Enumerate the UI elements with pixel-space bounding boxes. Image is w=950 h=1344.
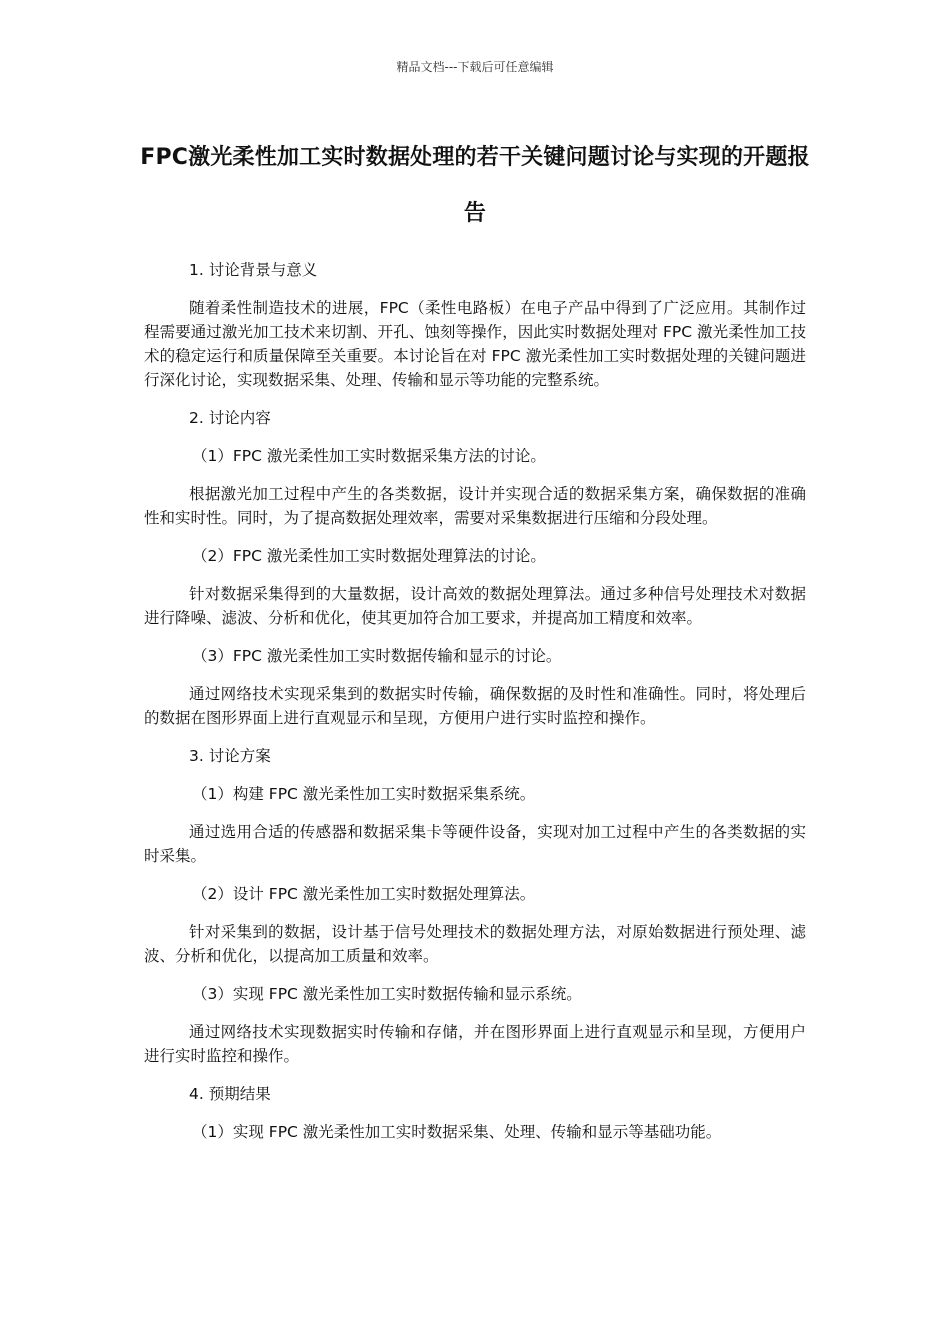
subheading-acquisition: （1）FPC 激光柔性加工实时数据采集方法的讨论。 <box>192 447 546 465</box>
paragraph-plan-transmission: 通过网络技术实现数据实时传输和存储，并在图形界面上进行直观显示和呈现，方便用户进行实时监控和操作。 <box>144 1023 806 1065</box>
section-heading-results: 4. 预期结果 <box>189 1085 271 1103</box>
page-header: 精品文档---下载后可任意编辑 <box>396 60 554 74</box>
paragraph-plan-acquisition: 通过选用合适的传感器和数据采集卡等硬件设备，实现对加工过程中产生的各类数据的实时采集。 <box>144 823 806 865</box>
section-heading-plan: 3. 讨论方案 <box>189 747 271 765</box>
paragraph-acquisition: 根据激光加工过程中产生的各类数据，设计并实现合适的数据采集方案，确保数据的准确性和实时性。同时，为了提高数据处理效率，需要对采集数据进行压缩和分段处理。 <box>144 485 806 527</box>
subheading-plan-acquisition: （1）构建 FPC 激光柔性加工实时数据采集系统。 <box>192 785 536 803</box>
document-body <box>144 258 806 1158</box>
subheading-plan-transmission: （3）实现 FPC 激光柔性加工实时数据传输和显示系统。 <box>192 985 582 1003</box>
subheading-plan-processing: （2）设计 FPC 激光柔性加工实时数据处理算法。 <box>192 885 536 903</box>
subheading-transmission: （3）FPC 激光柔性加工实时数据传输和显示的讨论。 <box>192 647 562 665</box>
section-heading-content: 2. 讨论内容 <box>189 409 271 427</box>
subheading-results-1: （1）实现 FPC 激光柔性加工实时数据采集、处理、传输和显示等基础功能。 <box>192 1123 722 1141</box>
subheading-processing: （2）FPC 激光柔性加工实时数据处理算法的讨论。 <box>192 547 546 565</box>
section-heading-background: 1. 讨论背景与意义 <box>189 261 318 279</box>
paragraph-plan-processing: 针对采集到的数据，设计基于信号处理技术的数据处理方法，对原始数据进行预处理、滤波、分析和优化，以提高加工质量和效率。 <box>144 923 806 965</box>
paragraph-transmission: 通过网络技术实现采集到的数据实时传输，确保数据的及时性和准确性。同时，将处理后的数据在图形界面上进行直观显示和呈现，方便用户进行实时监控和操作。 <box>144 685 806 727</box>
paragraph-processing: 针对数据采集得到的大量数据，设计高效的数据处理算法。通过多种信号处理技术对数据进行降噪、滤波、分析和优化，使其更加符合加工要求，并提高加工精度和效率。 <box>144 585 806 627</box>
document-title: FPC激光柔性加工实时数据处理的若干关键问题讨论与实现的开题报告 <box>140 145 810 226</box>
paragraph-background: 随着柔性制造技术的进展，FPC（柔性电路板）在电子产品中得到了广泛应用。其制作过程需要通过激光加工技术来切割、开孔、蚀刻等操作，因此实时数据处理对 FPC 激光柔性加工技术的稳定运行和质量保障至关重要。本讨论旨在对 FPC 激光柔性加工实时数据处理的关键问题进行深化讨论，实现数据采集、处理、传输和显示等功能的完整系统。 <box>144 299 806 389</box>
